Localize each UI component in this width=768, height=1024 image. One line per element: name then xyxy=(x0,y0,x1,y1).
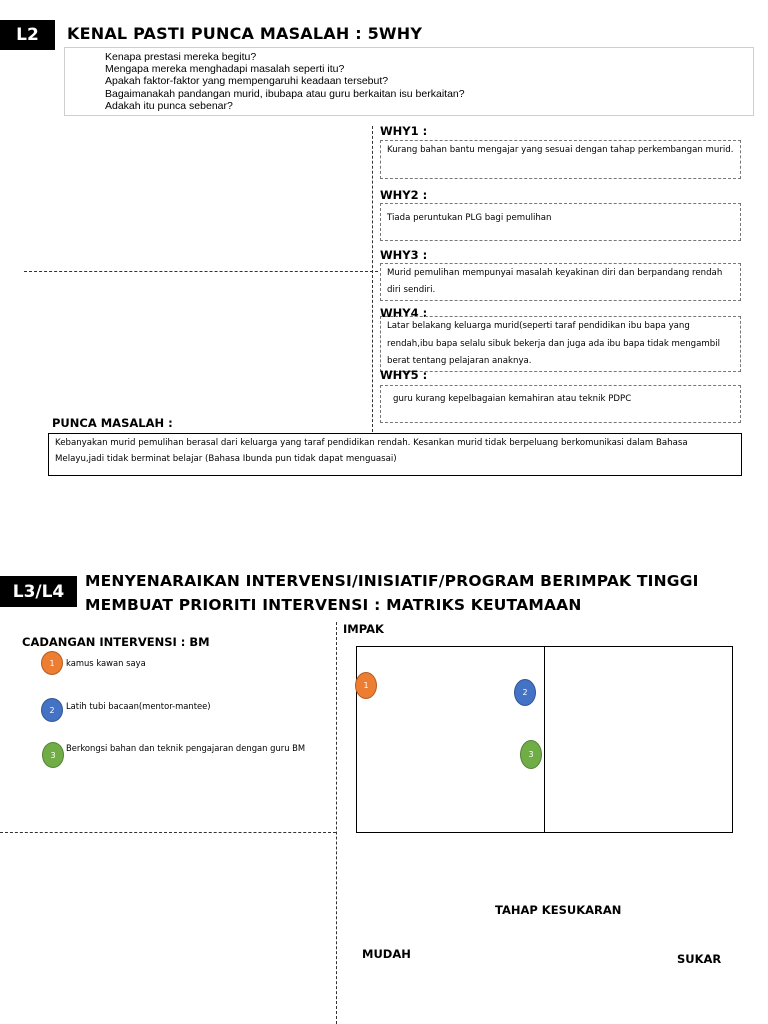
hard-label: SUKAR xyxy=(677,952,722,966)
why2-box: Tiada peruntukan PLG bagi pemulihan xyxy=(380,203,741,241)
question-3: Apakah faktor-faktor yang mempengaruhi keadaan tersebut? xyxy=(105,75,389,88)
matrix-midline xyxy=(544,647,545,832)
difficulty-axis-label: TAHAP KESUKARAN xyxy=(495,903,622,917)
question-4: Bagaimanakah pandangan murid, ibubapa atau guru berkaitan isu berkaitan? xyxy=(105,87,465,100)
why3-box: Murid pemulihan mempunyai masalah keyakinan diri dan berpandang rendah diri sendiri. xyxy=(380,263,741,301)
root-cause-box: Kebanyakan murid pemulihan berasal dari keluarga yang taraf pendidikan rendah. Kesankan murid tidak berpeluang berkomunikasi dalam Bahasa Melayu,jadi tidak berminat belajar (Bahasa Ibunda pun tidak dapat menguasai) xyxy=(48,433,742,476)
why1-label: WHY1 : xyxy=(380,124,428,138)
matrix-marker-3: 3 xyxy=(520,740,542,769)
impact-axis-label: IMPAK xyxy=(343,622,384,636)
question-1: Kenapa prestasi mereka begitu? xyxy=(105,51,257,63)
easy-label: MUDAH xyxy=(362,947,411,961)
question-2: Mengapa mereka menghadapi masalah seperti itu? xyxy=(105,63,345,76)
priority-matrix xyxy=(356,646,733,833)
l2-badge: L2 xyxy=(0,20,55,50)
l3l4-badge: L3/L4 xyxy=(0,576,77,607)
guiding-questions-box xyxy=(64,47,754,116)
horizontal-divider-l2 xyxy=(24,271,378,272)
l3-title-line2: MEMBUAT PRIORITI INTERVENSI : MATRIKS KEUTAMAAN xyxy=(85,596,582,614)
intervention-marker-2: 2 xyxy=(41,698,63,722)
intervention-marker-1: 1 xyxy=(41,651,63,675)
question-5: Adakah itu punca sebenar? xyxy=(105,99,233,112)
vertical-divider-l2 xyxy=(372,126,373,432)
l2-title: KENAL PASTI PUNCA MASALAH : 5WHY xyxy=(67,24,423,43)
root-cause-label: PUNCA MASALAH : xyxy=(52,416,173,430)
intervention-label-3: Berkongsi bahan dan teknik pengajaran dengan guru BM xyxy=(66,743,306,753)
vertical-divider-l3 xyxy=(336,622,337,1024)
horizontal-divider-l3 xyxy=(0,832,336,833)
l3-title-line1: MENYENARAIKAN INTERVENSI/INISIATIF/PROGRAM BERIMPAK TINGGI xyxy=(85,572,699,590)
intervention-marker-3: 3 xyxy=(42,742,64,768)
matrix-marker-1: 1 xyxy=(355,672,377,699)
why3-label: WHY3 : xyxy=(380,248,428,262)
why4-box: Latar belakang keluarga murid(seperti taraf pendidikan ibu bapa yang rendah,ibu bapa selalu sibuk bekerja dan juga ada ibu bapa tidak mengambil berat tentang pelajaran anaknya. xyxy=(380,316,741,372)
why1-box: Kurang bahan bantu mengajar yang sesuai dengan tahap perkembangan murid. xyxy=(380,140,741,179)
matrix-marker-2: 2 xyxy=(514,679,536,706)
why5-box: guru kurang kepelbagaian kemahiran atau teknik PDPC xyxy=(380,385,741,423)
intervention-label-1: kamus kawan saya xyxy=(66,658,146,668)
why4-label: WHY4 : xyxy=(380,306,428,320)
why5-label: WHY5 : xyxy=(380,368,428,382)
intervention-label-2: Latih tubi bacaan(mentor-mantee) xyxy=(66,701,211,711)
proposals-label: CADANGAN INTERVENSI : BM xyxy=(22,635,210,649)
why2-label: WHY2 : xyxy=(380,188,428,202)
